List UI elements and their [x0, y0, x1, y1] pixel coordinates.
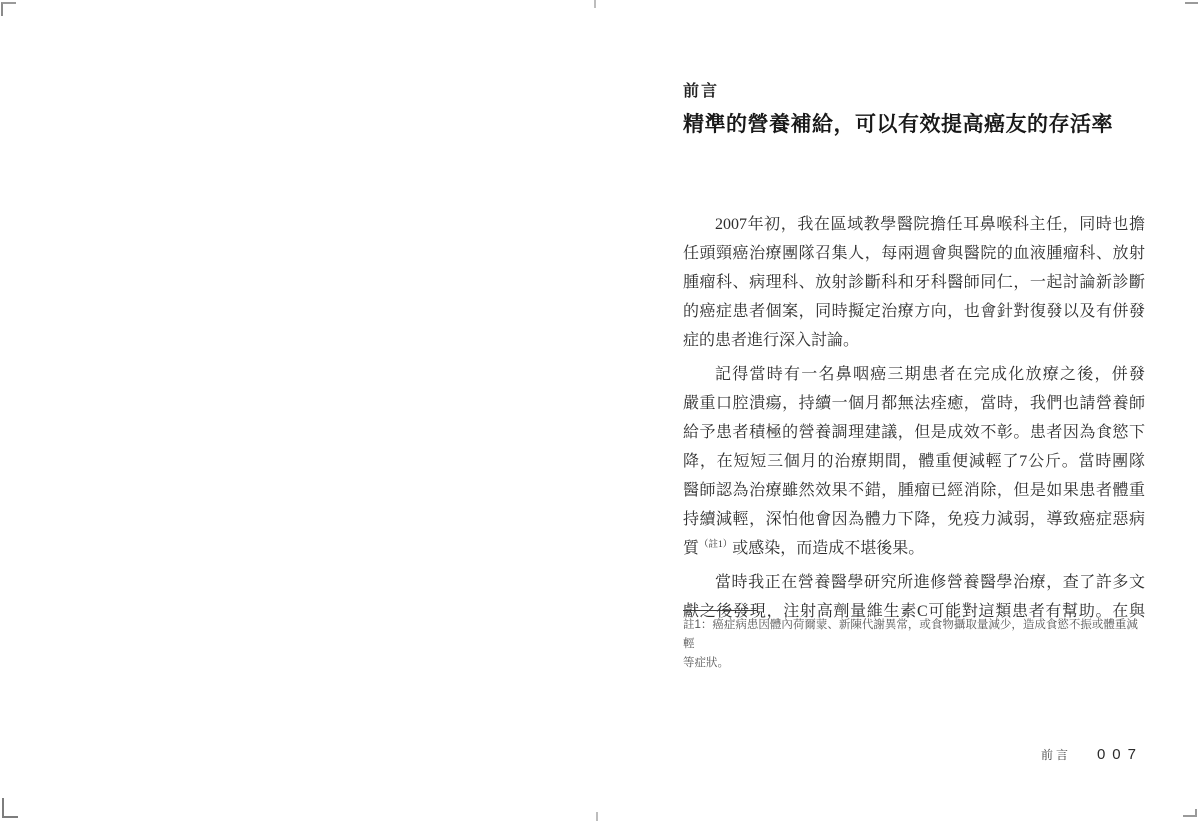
text-line: 記得當時有一名鼻咽癌三期患者在完成化放療之後，併發 [715, 366, 1145, 383]
footnote-block [683, 610, 1148, 673]
text-line [683, 534, 1145, 563]
section-label: 前言 [683, 83, 720, 100]
text-segment: 或感染，而造成不堪後果。 [732, 540, 925, 557]
text-line: 持續減輕，深怕他會因為體力下降，免疫力減弱，導致癌症惡病 [683, 511, 1145, 528]
text-line: 症的患者進行深入討論。 [683, 332, 860, 349]
text-segment: 質 [683, 540, 700, 557]
footnote-line: 等症狀。 [683, 657, 729, 669]
paragraph-2 [683, 360, 1145, 563]
crop-mark-top-left-icon [1, 2, 16, 16]
crop-mark-bottom-left-icon [2, 798, 18, 818]
text-line: 嚴重口腔潰瘍，持續一個月都無法痊癒，當時，我們也請營養師 [683, 395, 1145, 412]
text-line: 的癌症患者個案，同時擬定治療方向，也會針對復發以及有併發 [683, 303, 1145, 320]
text-line: 給予患者積極的營養調理建議，但是成效不彰。患者因為食慾下 [683, 424, 1145, 441]
footer-page-number: 007 [1096, 746, 1143, 763]
crop-mark-top-center-icon [594, 0, 596, 8]
crop-mark-bottom-right-icon [1183, 809, 1197, 817]
footnote-line: 註1：癌症病患因體內荷爾蒙、新陳代謝異常，或食物攝取量減少，造成食慾不振或體重減輕 [683, 619, 1138, 650]
text-line: 當時我正在營養醫學研究所進修營養醫學治療，查了許多文 [715, 574, 1145, 591]
text-line: 獻之後發現，注射高劑量維生素C可能對這類患者有幫助。在與 [683, 603, 1145, 620]
text-line: 醫師認為治療雖然效果不錯，腫瘤已經消除，但是如果患者體重 [683, 482, 1145, 499]
crop-mark-bottom-center-icon [596, 812, 598, 821]
crop-mark-top-right-icon [1185, 2, 1198, 8]
body-text [683, 210, 1145, 626]
text-line: 腫瘤科、病理科、放射診斷科和牙科醫師同仁，一起討論新診斷 [683, 274, 1145, 291]
text-line: 降，在短短三個月的治療期間，體重便減輕了7公斤。當時團隊 [683, 453, 1145, 470]
paragraph-1 [683, 210, 1145, 355]
page-title: 精準的營養補給，可以有效提高癌友的存活率 [683, 113, 1113, 136]
chapter-header [683, 84, 1145, 137]
footer-section-label: 前言 [1040, 748, 1071, 762]
page-footer [1041, 746, 1143, 763]
text-line: 任頭頸癌治療團隊召集人，每兩週會與醫院的血液腫瘤科、放射 [683, 245, 1145, 262]
text-line: 2007年初，我在區域教學醫院擔任耳鼻喉科主任，同時也擔 [715, 216, 1145, 233]
footnote-divider [683, 610, 757, 611]
footnote-reference: （註1） [699, 540, 733, 550]
